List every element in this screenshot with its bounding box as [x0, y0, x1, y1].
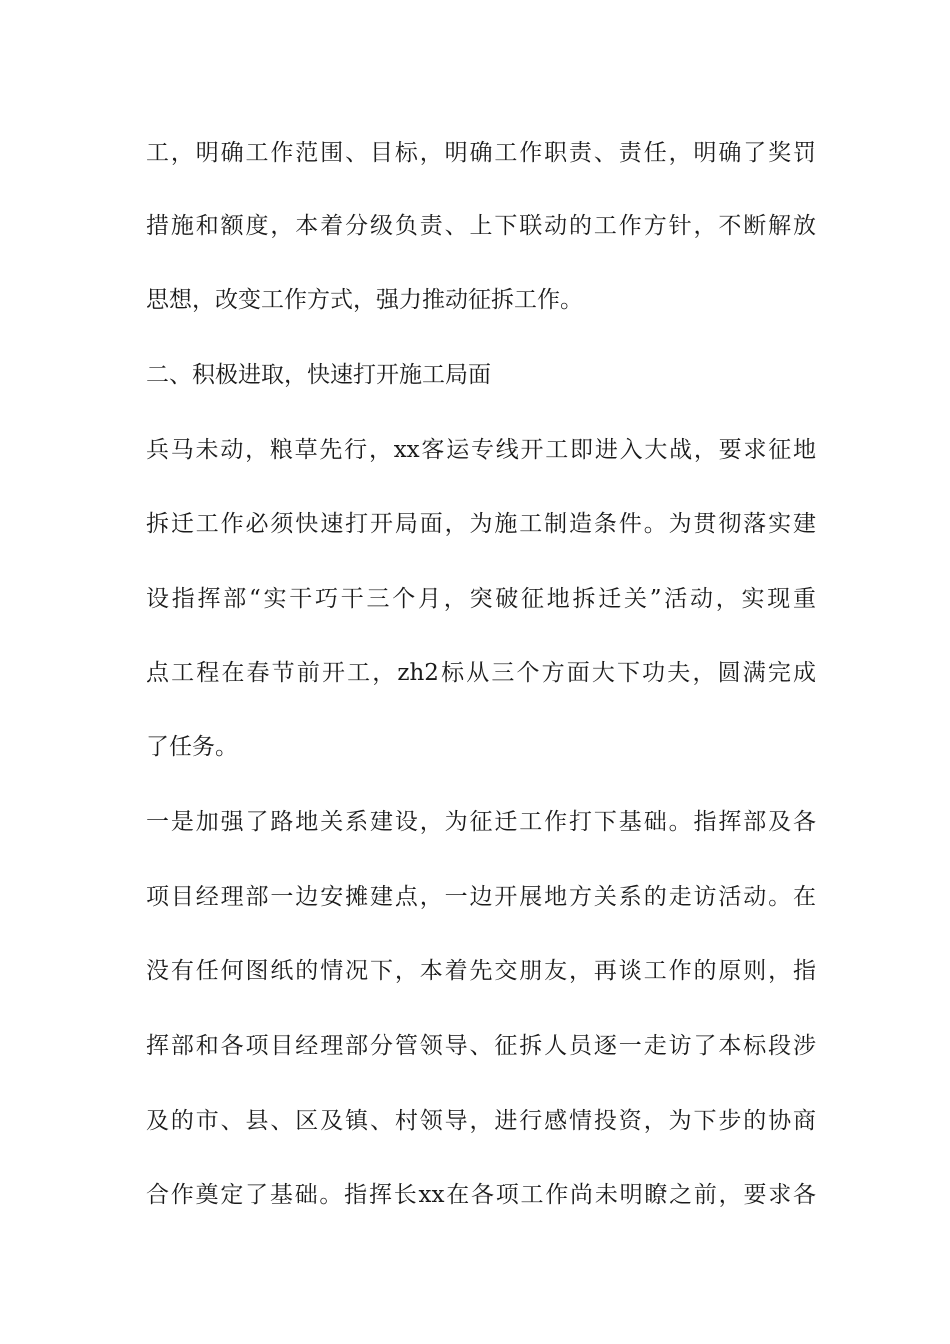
text-line: 设指挥部“实干巧干三个月，突破征地拆迁关”活动，实现重 [146, 586, 816, 612]
text-line: 项目经理部一边安摊建点，一边开展地方关系的走访活动。在 [146, 884, 816, 910]
section-heading: 二、积极进取，快速打开施工局面 [146, 362, 491, 388]
text-line: 思想，改变工作方式，强力推动征拆工作。 [146, 287, 583, 313]
text-line: 兵马未动，粮草先行，xx客运专线开工即进入大战，要求征地 [146, 437, 816, 463]
text-line: 措施和额度，本着分级负责、上下联动的工作方针，不断解放 [146, 213, 816, 239]
text-line: 工，明确工作范围、目标，明确工作职责、责任，明确了奖罚 [146, 140, 816, 166]
text-line: 合作奠定了基础。指挥长xx在各项工作尚未明瞭之前，要求各 [146, 1182, 816, 1208]
text-line: 及的市、县、区及镇、村领导，进行感情投资，为下步的协商 [146, 1108, 816, 1134]
text-line: 点工程在春节前开工，zh2标从三个方面大下功夫，圆满完成 [146, 660, 816, 686]
text-line: 没有任何图纸的情况下，本着先交朋友，再谈工作的原则，指 [146, 958, 816, 984]
text-line: 一是加强了路地关系建设，为征迁工作打下基础。指挥部及各 [146, 809, 816, 835]
text-line: 挥部和各项目经理部分管领导、征拆人员逐一走访了本标段涉 [146, 1033, 816, 1059]
text-line: 了任务。 [146, 734, 238, 760]
text-line: 拆迁工作必须快速打开局面，为施工制造条件。为贯彻落实建 [146, 511, 816, 537]
